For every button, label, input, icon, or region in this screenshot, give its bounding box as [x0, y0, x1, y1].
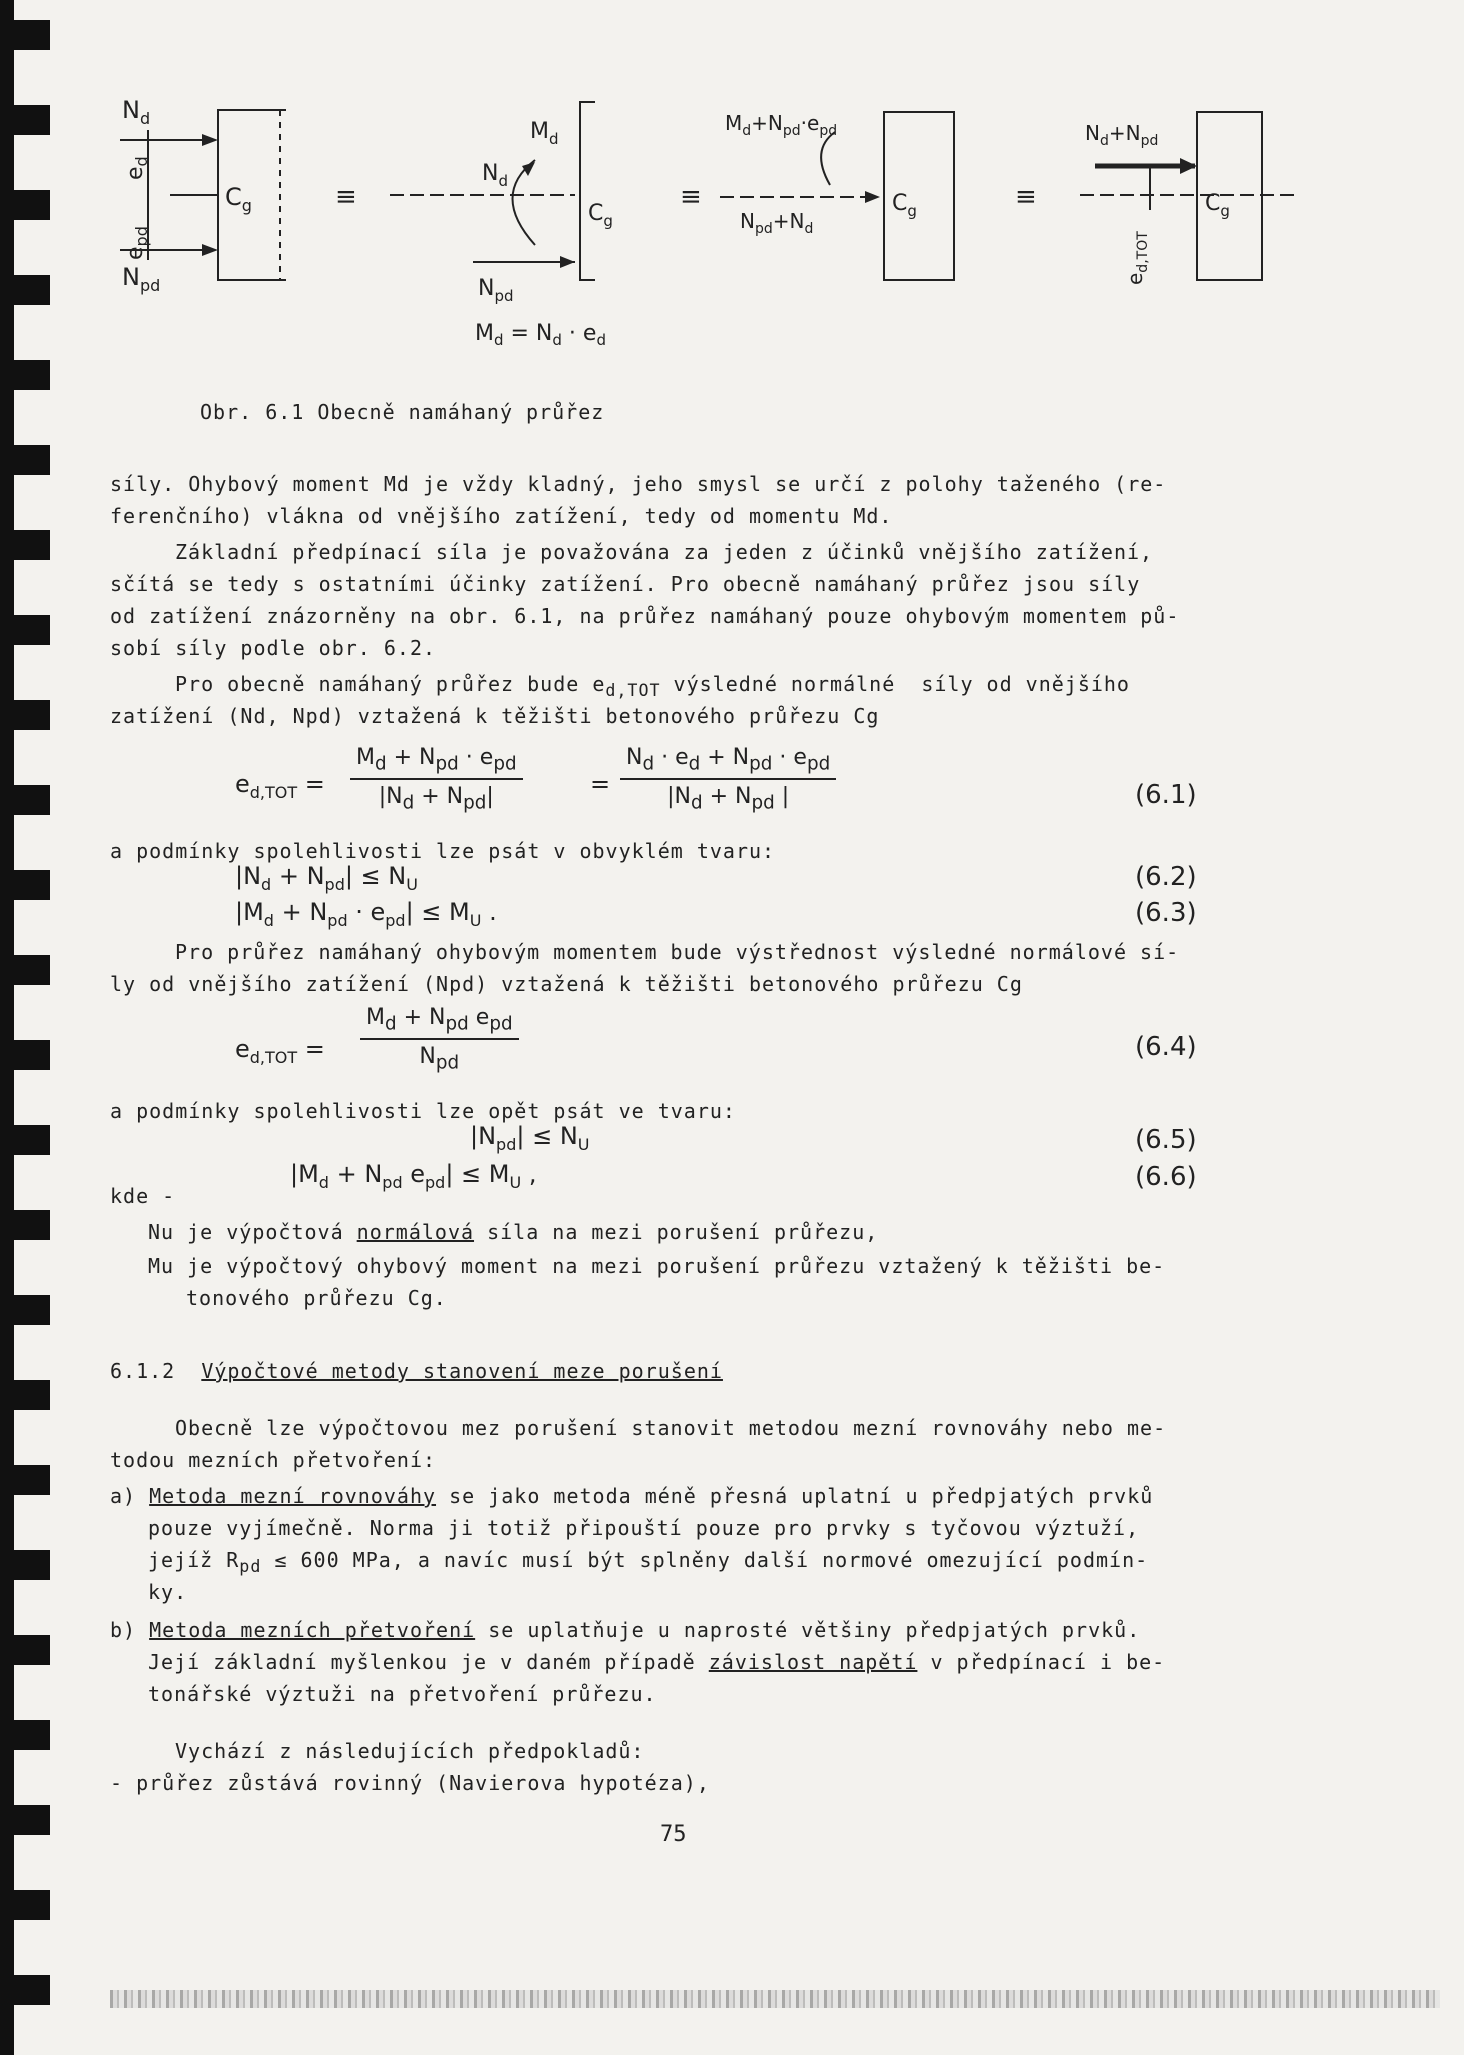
fig-cg-label-4: C	[1205, 191, 1221, 216]
document-page: $N_d$ $N_{pd}$ $e_d$ $e_{pd}$ $C_g$ ≡ $M_d$ $N_d$ $N_{pd}$ $C_g$ $M_d = N_d \cdot e_d$ ≡ $M_d+N_{pd}\cdot e_{pd}$ $N_{pd}+N_d$ $C_g$ ≡ $N_d+N_{pd}$ $e_{d,TOT}$ $C_g$ Obr. 6.1 Obecně namáhaný průřez síly. Ohybový moment Md je vždy kladný, jeho smysl se určí z polohy taženého (re- ferenčního) vlákna od vnějšího zatížení, tedy od momentu Md. Základní předpínací síla je považována za jeden z účinků vnějšího zatížení, sčítá se tedy s ostatními účinky zatížení. Pro obecně namáhaný průřez jsou síly od zatížení znázorněny na obr. 6.1, na průřez namáhaný pouze ohybovým momentem pů- sobí síly podle obr. 6.2. Pro obecně namáhaný průřez bude $e_{d,TOT}$ výsledné normálné síly od vnějšího zatížení (Nd, Npd) vztažená k těžišti betonového průřezu Cg $e_{d,TOT}$ = $M_d + N_{pd} \cdot e_{pd}$ $|N_d + N_{pd}|$ = $N_d \cdot e_d + N_{pd} \cdot e_{pd}$ $|N_d + N_{pd}$ | (6.1) a podmínky spolehlivosti lze psát v obvyklém tvaru: $|N_d + N_{pd}| \le N_U$ (6.2) $|M_d + N_{pd} \cdot e_{pd}| \le M_U$ . (6.3) Pro průřez namáhaný ohybovým momentem bude výstřednost výsledné normálové sí- ly od vnějšího zatížení (Npd) vztažená k těžišti betonového průřezu Cg $e_{d,TOT}$ = $M_d + N_{pd}$ $e_{pd}$ $N_{pd}$ (6.4) a podmínky spolehlivosti lze opět psát ve tvaru: $|N_{pd}| \le N_U$ (6.5) $|M_d + N_{pd}$ $e_{pd}| \le M_U$ , (6.6) kde - Nu je výpočtová normálová síla na mezi porušení průřezu, Mu je výpočtový ohybový moment na mezi porušení průřezu vztažený k těžišti be- tonového průřezu Cg. 6.1.2 Výpočtové metody stanovení meze porušení Obecně lze výpočtovou mez porušení stanovit metodou mezní rovnováhy nebo me- todou mezních přetvoření: a) Metoda mezní rovnováhy se jako metoda méně přesná uplatní u předpjatých prvků pouze vyjímečně. Norma ji totiž připouští pouze pro prvky s tyčovou výztuží, jejíž $R_{pd} \le 600$ MPa, a navíc musí být splněny další normové omezující podmín- ky. b) Metoda mezních přetvoření se uplatňuje u naprosté většiny předpjatých prvků. Její základní myšlenkou je v daném případě závislost napětí v předpínací i be- tonářské výztuži na přetvoření průřezu. Vychází z následujících předpokladů: - průřez zůstává rovinný (Navierova hypotéza), 75	[60, 0, 1464, 2055]
eq5-label: (6.5)	[1135, 1125, 1197, 1155]
eq6: $|M_d + N_{pd}$ $e_{pd}| \le M_U$ ,	[290, 1160, 537, 1192]
kde-label: kde -	[110, 1184, 176, 1208]
eq1-fraction-2: $N_d \cdot e_d + N_{pd} \cdot e_{pd}$ $|N_d + N_{pd}$ |	[620, 745, 836, 814]
figure-6-1	[110, 70, 1310, 370]
fig-epd-label: e	[123, 246, 148, 260]
eq1-fraction-1: $M_d + N_{pd} \cdot e_{pd}$ $|N_d + N_{pd}|$	[350, 745, 523, 814]
item-a: a) Metoda mezní rovnováhy se jako metoda méně přesná uplatní u předpjatých prvků	[110, 1484, 1154, 1508]
eq6-label: (6.6)	[1135, 1162, 1197, 1192]
svg-text:Nd: $N_d$	[482, 161, 508, 190]
fig-nd-label-2: N	[482, 161, 499, 186]
fig-npd-label: N	[122, 263, 140, 291]
item-b: b) Metoda mezních přetvoření se uplatňuje u naprosté většiny předpjatých prvků.	[110, 1618, 1141, 1642]
fig-cg-label-2: C	[588, 201, 604, 226]
eq4-lhs: $e_{d,TOT}$ =	[235, 1035, 325, 1067]
para-line-2: ferenčního) vlákna od vnějšího zatížení, tedy od momentu Md.	[110, 504, 893, 528]
para-line-7: Pro obecně namáhaný průřez bude $e_{d,TOT}$ výsledné normálné síly od vnějšího	[175, 672, 1130, 700]
svg-text:Cg: $C_g$	[1205, 191, 1230, 220]
eq2-label: (6.2)	[1135, 862, 1197, 892]
section-heading: 6.1.2 Výpočtové metody stanovení meze porušení	[110, 1359, 723, 1383]
eq4-fraction: $M_d + N_{pd}$ $e_{pd}$ $N_{pd}$	[360, 1005, 519, 1074]
equiv-1: ≡	[335, 182, 357, 212]
para-line-5: od zatížení znázorněny na obr. 6.1, na průřez namáhaný pouze ohybovým momentem pů-	[110, 604, 1180, 628]
svg-text:epd: $e_{pd}$	[123, 226, 151, 260]
fig-cg-label-1: C	[225, 183, 242, 211]
def-mu-2: tonového průřezu Cg.	[186, 1286, 447, 1310]
moment-equation: $M_d = N_d \cdot e_d$	[475, 321, 606, 349]
fig-npd-label-2: N	[478, 276, 495, 301]
eq5: $|N_{pd}| \le N_U$	[470, 1122, 590, 1154]
svg-text:Cg: $C_g$	[892, 191, 917, 220]
def-nu: Nu je výpočtová normálová síla na mezi porušení průřezu,	[148, 1220, 879, 1244]
fig-md-label: M	[530, 119, 549, 144]
svg-text:Nd: $N_d$	[122, 96, 151, 128]
fig-third-top: $M_d+N_{pd}\cdot e_{pd}$	[725, 111, 838, 139]
eq2: $|N_d + N_{pd}| \le N_U$	[235, 862, 418, 894]
svg-text:Cg: $C_g$	[588, 201, 613, 230]
para-v2: - průřez zůstává rovinný (Navierova hypotéza),	[110, 1771, 710, 1795]
item-a-4: ky.	[148, 1580, 188, 1604]
fig-fourth-top: $N_d+N_{pd}$	[1085, 121, 1159, 149]
eq1-lhs: $e_{d,TOT}$ =	[235, 770, 325, 802]
para-p2: todou mezních přetvoření:	[110, 1448, 437, 1472]
item-b-3: tonářské výztuži na přetvoření průřezu.	[148, 1682, 657, 1706]
para-line-4: sčítá se tedy s ostatními účinky zatížení. Pro obecně namáhaný průřez jsou síly	[110, 572, 1141, 596]
eq4-label: (6.4)	[1135, 1032, 1197, 1062]
para-line-9: a podmínky spolehlivosti lze psát v obvyklém tvaru:	[110, 839, 776, 863]
para-v1: Vychází z následujících předpokladů:	[175, 1739, 645, 1763]
para-line-8: zatížení (Nd, Npd) vztažená k těžišti betonového průřezu Cg	[110, 704, 880, 728]
item-a-3: jejíž $R_{pd} \le 600$ MPa, a navíc musí být splněny další normové omezující podmín-	[148, 1548, 1149, 1576]
fig-cg-label-3: C	[892, 191, 908, 216]
fig-nd-label: N	[122, 96, 140, 124]
figure-caption: Obr. 6.1 Obecně namáhaný průřez	[200, 400, 605, 424]
page-number: 75	[660, 1822, 687, 1847]
spiral-binding	[0, 0, 58, 2055]
item-a-2: pouze vyjímečně. Norma ji totiž připouští pouze pro prvky s tyčovou výztuží,	[148, 1516, 1140, 1540]
para-line-6: sobí síly podle obr. 6.2.	[110, 636, 437, 660]
svg-text:Npd: $N_{pd}$	[478, 276, 514, 305]
svg-text:ed: $e_d$	[123, 156, 151, 180]
para-p1: Obecně lze výpočtovou mez porušení stanovit metodou mezní rovnováhy nebo me-	[175, 1416, 1167, 1440]
item-b-2: Její základní myšlenkou je v daném případě závislost napětí v předpínací i be-	[148, 1650, 1166, 1674]
para-line-10: Pro průřez namáhaný ohybovým momentem bude výstřednost výsledné normálové sí-	[175, 940, 1180, 964]
para-line-3: Základní předpínací síla je považována za jeden z účinků vnějšího zatížení,	[175, 540, 1154, 564]
para-line-12: a podmínky spolehlivosti lze opět psát ve tvaru:	[110, 1099, 736, 1123]
eq3-label: (6.3)	[1135, 898, 1197, 928]
svg-text:Md: $M_d$	[530, 119, 559, 148]
fig-ed-label: e	[123, 166, 148, 180]
eq3: $|M_d + N_{pd} \cdot e_{pd}| \le M_U$ .	[235, 898, 497, 930]
eq1-label: (6.1)	[1135, 780, 1197, 810]
para-line-11: ly od vnějšího zatížení (Npd) vztažená k těžišti betonového průřezu Cg	[110, 972, 1023, 996]
equiv-3: ≡	[1015, 182, 1037, 212]
svg-text:Cg: $C_g$	[225, 183, 252, 215]
para-line-1: síly. Ohybový moment Md je vždy kladný, jeho smysl se určí z polohy taženého (re-	[110, 472, 1167, 496]
scan-edge-noise	[110, 1990, 1440, 2008]
fig-edtot: $e_{d,TOT}$	[1123, 231, 1151, 285]
def-mu: Mu je výpočtový ohybový moment na mezi porušení průřezu vztažený k těžišti be-	[148, 1254, 1166, 1278]
equiv-2: ≡	[680, 182, 702, 212]
fig-third-bottom: $N_{pd}+N_d$	[740, 209, 814, 237]
svg-text:Npd: $N_{pd}$	[122, 263, 161, 295]
